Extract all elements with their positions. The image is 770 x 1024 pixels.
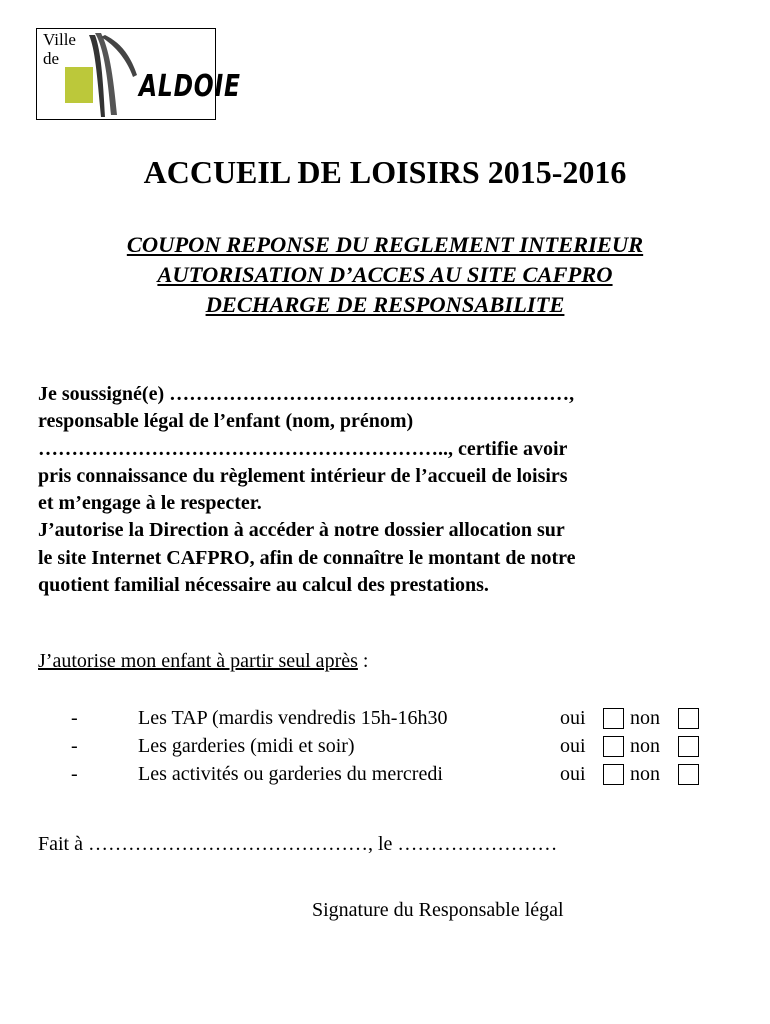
declaration-paragraph [38, 381, 734, 599]
oui-checkbox[interactable] [603, 736, 624, 757]
authorization-options [38, 704, 738, 788]
authorization-text: J’autorise mon enfant à partir seul après [38, 650, 358, 672]
signature-label: Signature du Responsable légal [312, 899, 564, 921]
oui-checkbox[interactable] [603, 764, 624, 785]
declaration-line-5: et m’engage à le respecter. [38, 492, 262, 515]
non-label: non [630, 735, 660, 757]
option-row-garderies [38, 732, 738, 760]
declaration-line-2 [38, 408, 734, 435]
word: prénom) [339, 410, 414, 433]
ville-de-valdoie-logo [36, 28, 241, 120]
option-row-mercredi [38, 760, 738, 788]
subtitle-decharge: DECHARGE DE RESPONSABILITE [205, 292, 565, 317]
declaration-line-8: quotient familial nécessaire au calcul des prestations. [38, 574, 489, 597]
word: l’enfant [213, 410, 281, 433]
bullet-dash: - [71, 735, 78, 757]
logo-ville-text: Ville [43, 30, 76, 49]
word: (nom, [285, 410, 335, 433]
oui-checkbox[interactable] [603, 708, 624, 729]
word: responsable [38, 410, 139, 433]
non-label: non [630, 763, 660, 785]
option-label: Les TAP (mardis vendredis 15h-16h30 [138, 707, 448, 729]
option-label: Les garderies (midi et soir) [138, 735, 355, 757]
declaration-line-4: pris connaissance du règlement intérieur de l’accueil de loisirs [38, 464, 568, 487]
logo-accent-square [65, 67, 93, 103]
page-title: ACCUEIL DE LOISIRS 2015-2016 [143, 154, 627, 190]
non-checkbox[interactable] [678, 764, 699, 785]
subtitle-coupon: COUPON REPONSE DU REGLEMENT INTERIEUR [126, 232, 644, 257]
non-checkbox[interactable] [678, 736, 699, 757]
subtitle-block [0, 230, 770, 320]
word: avoir [522, 437, 568, 460]
word: certifie [458, 437, 518, 460]
logo-aldoie-text: ALDOIE [139, 69, 241, 104]
authorization-suffix: : [357, 650, 369, 672]
declaration-line-1: Je soussigné(e) ……………………………………………………, [38, 383, 575, 405]
bullet-dash: - [71, 707, 78, 729]
logo-de-text: de [43, 49, 60, 68]
word: légal [143, 410, 184, 433]
option-label: Les activités ou garderies du mercredi [138, 763, 443, 785]
place-date-line: Fait à ……………………………………, le …………………… [38, 833, 558, 855]
oui-label: oui [560, 707, 586, 729]
oui-label: oui [560, 763, 586, 785]
child-name-dots: …………………………………………………….., [38, 437, 453, 460]
word: de [188, 410, 209, 433]
declaration-line-7: le site Internet CAFPRO, afin de connaître le montant de notre [38, 546, 576, 569]
declaration-line-6: J’autorise la Direction à accéder à notre dossier allocation sur [38, 519, 565, 542]
authorization-heading [38, 648, 368, 674]
oui-label: oui [560, 735, 586, 757]
subtitle-autorisation: AUTORISATION D’ACCES AU SITE CAFPRO [157, 262, 613, 287]
non-checkbox[interactable] [678, 708, 699, 729]
non-label: non [630, 707, 660, 729]
option-row-tap [38, 704, 738, 732]
bullet-dash: - [71, 763, 78, 785]
declaration-line-3 [38, 436, 734, 463]
